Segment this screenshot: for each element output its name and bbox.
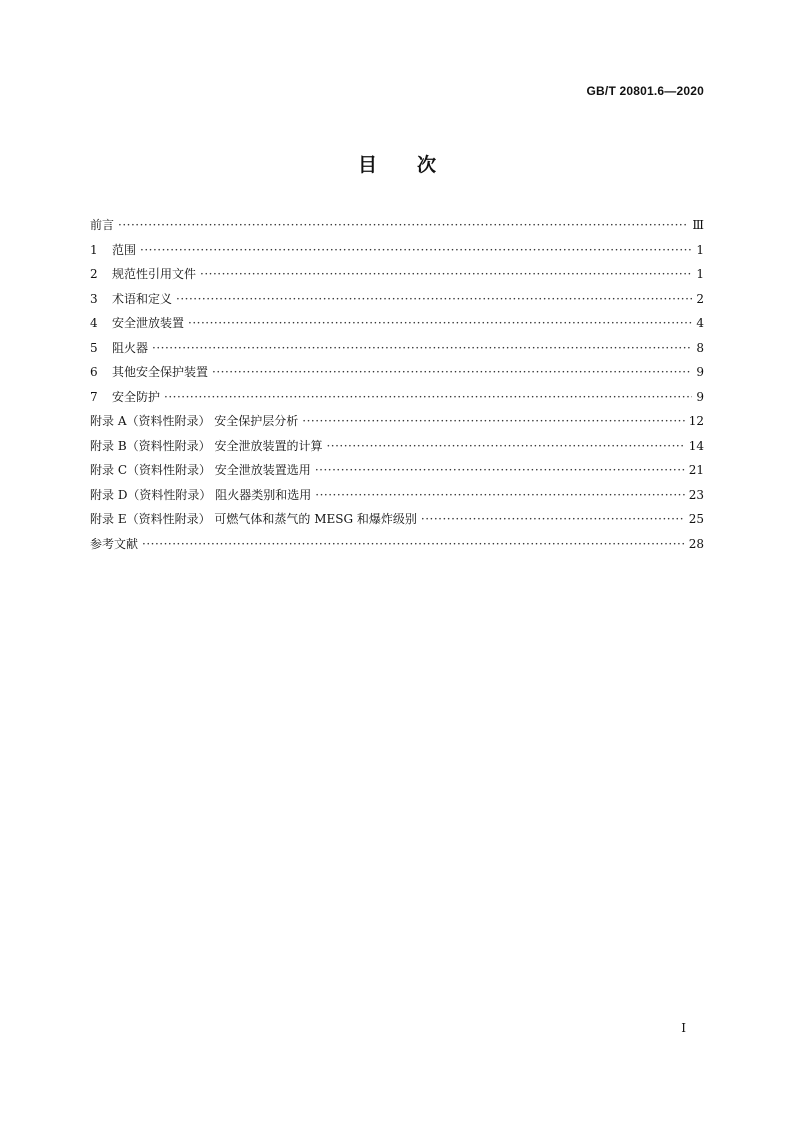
toc-leader — [212, 365, 692, 379]
toc-leader — [152, 341, 692, 355]
toc-entry-page: 28 — [688, 536, 704, 551]
page-title — [0, 150, 794, 177]
toc-entry-bibliography[interactable] — [90, 535, 704, 560]
toc-entry-annex-e[interactable] — [90, 510, 704, 535]
toc-entry-annex-c[interactable] — [90, 461, 704, 486]
toc-entry-page: 14 — [688, 438, 704, 453]
toc-entry-annex-d[interactable] — [90, 486, 704, 511]
toc-entry-annex-a[interactable] — [90, 412, 704, 437]
page-title-char-1: 目 — [357, 154, 377, 176]
toc-entry-label: 规范性引用文件 — [112, 267, 197, 281]
toc-entry-label: 安全泄放装置 — [112, 316, 185, 330]
page-number: I — [681, 1021, 686, 1035]
toc-entry-page: 1 — [696, 267, 704, 281]
toc-entry-page: 21 — [688, 463, 704, 477]
toc-entry-page: 25 — [688, 512, 704, 526]
toc-entry-3[interactable] — [90, 290, 704, 315]
toc-entry-number: 4 — [90, 316, 98, 330]
toc-entry-label: 附录 C（资料性附录） 安全泄放装置选用 — [90, 463, 311, 477]
table-of-contents — [90, 216, 704, 559]
toc-leader — [140, 243, 692, 257]
page-title-char-2: 次 — [417, 154, 437, 176]
standard-code: GB/T 20801.6—2020 — [586, 84, 704, 98]
toc-entry-label: 附录 E（资料性附录） 可燃气体和蒸气的 MESG 和爆炸级别 — [90, 512, 417, 526]
toc-entry-page: Ⅲ — [692, 218, 704, 232]
toc-leader — [315, 463, 685, 477]
toc-leader — [421, 512, 685, 526]
toc-entry-2[interactable] — [90, 265, 704, 290]
toc-entry-number: 7 — [90, 389, 98, 404]
toc-entry-label: 阻火器 — [112, 340, 149, 355]
toc-entry-number: 3 — [90, 291, 98, 306]
toc-entry-label: 附录 D（资料性附录） 阻火器类别和选用 — [90, 487, 312, 502]
toc-entry-label: 术语和定义 — [112, 291, 173, 306]
toc-entry-label: 附录 B（资料性附录） 安全泄放装置的计算 — [90, 438, 323, 453]
toc-entry-foreword[interactable] — [90, 216, 704, 241]
toc-entry-page: 1 — [696, 242, 704, 257]
toc-entry-number: 1 — [90, 242, 98, 257]
toc-leader — [164, 390, 692, 404]
toc-entry-6[interactable] — [90, 363, 704, 388]
toc-leader — [176, 292, 692, 306]
toc-entry-page: 23 — [688, 487, 704, 502]
toc-entry-label: 其他安全保护装置 — [112, 365, 209, 379]
toc-entry-page: 12 — [688, 414, 704, 428]
toc-leader — [302, 414, 684, 428]
toc-leader — [200, 267, 692, 281]
toc-entry-label: 参考文献 — [90, 536, 139, 551]
toc-entry-annex-b[interactable] — [90, 437, 704, 462]
toc-entry-label: 安全防护 — [112, 389, 161, 404]
toc-entry-number: 2 — [90, 267, 98, 281]
toc-entry-1[interactable] — [90, 241, 704, 266]
toc-entry-page: 2 — [696, 291, 704, 306]
toc-leader — [118, 218, 688, 232]
toc-entry-label: 附录 A（资料性附录） 安全保护层分析 — [90, 414, 299, 428]
toc-leader — [188, 316, 692, 330]
toc-entry-5[interactable] — [90, 339, 704, 364]
toc-entry-4[interactable] — [90, 314, 704, 339]
toc-leader — [326, 439, 684, 453]
toc-entry-label: 范围 — [112, 242, 137, 257]
toc-entry-page: 4 — [696, 316, 704, 330]
toc-entry-label: 前言 — [90, 218, 115, 232]
toc-entry-number: 6 — [90, 365, 98, 379]
toc-leader — [142, 537, 685, 551]
toc-entry-number: 5 — [90, 340, 98, 355]
toc-entry-page: 9 — [696, 389, 704, 404]
toc-leader — [315, 488, 684, 502]
toc-entry-page: 9 — [696, 365, 704, 379]
toc-entry-page: 8 — [696, 340, 704, 355]
toc-entry-7[interactable] — [90, 388, 704, 413]
